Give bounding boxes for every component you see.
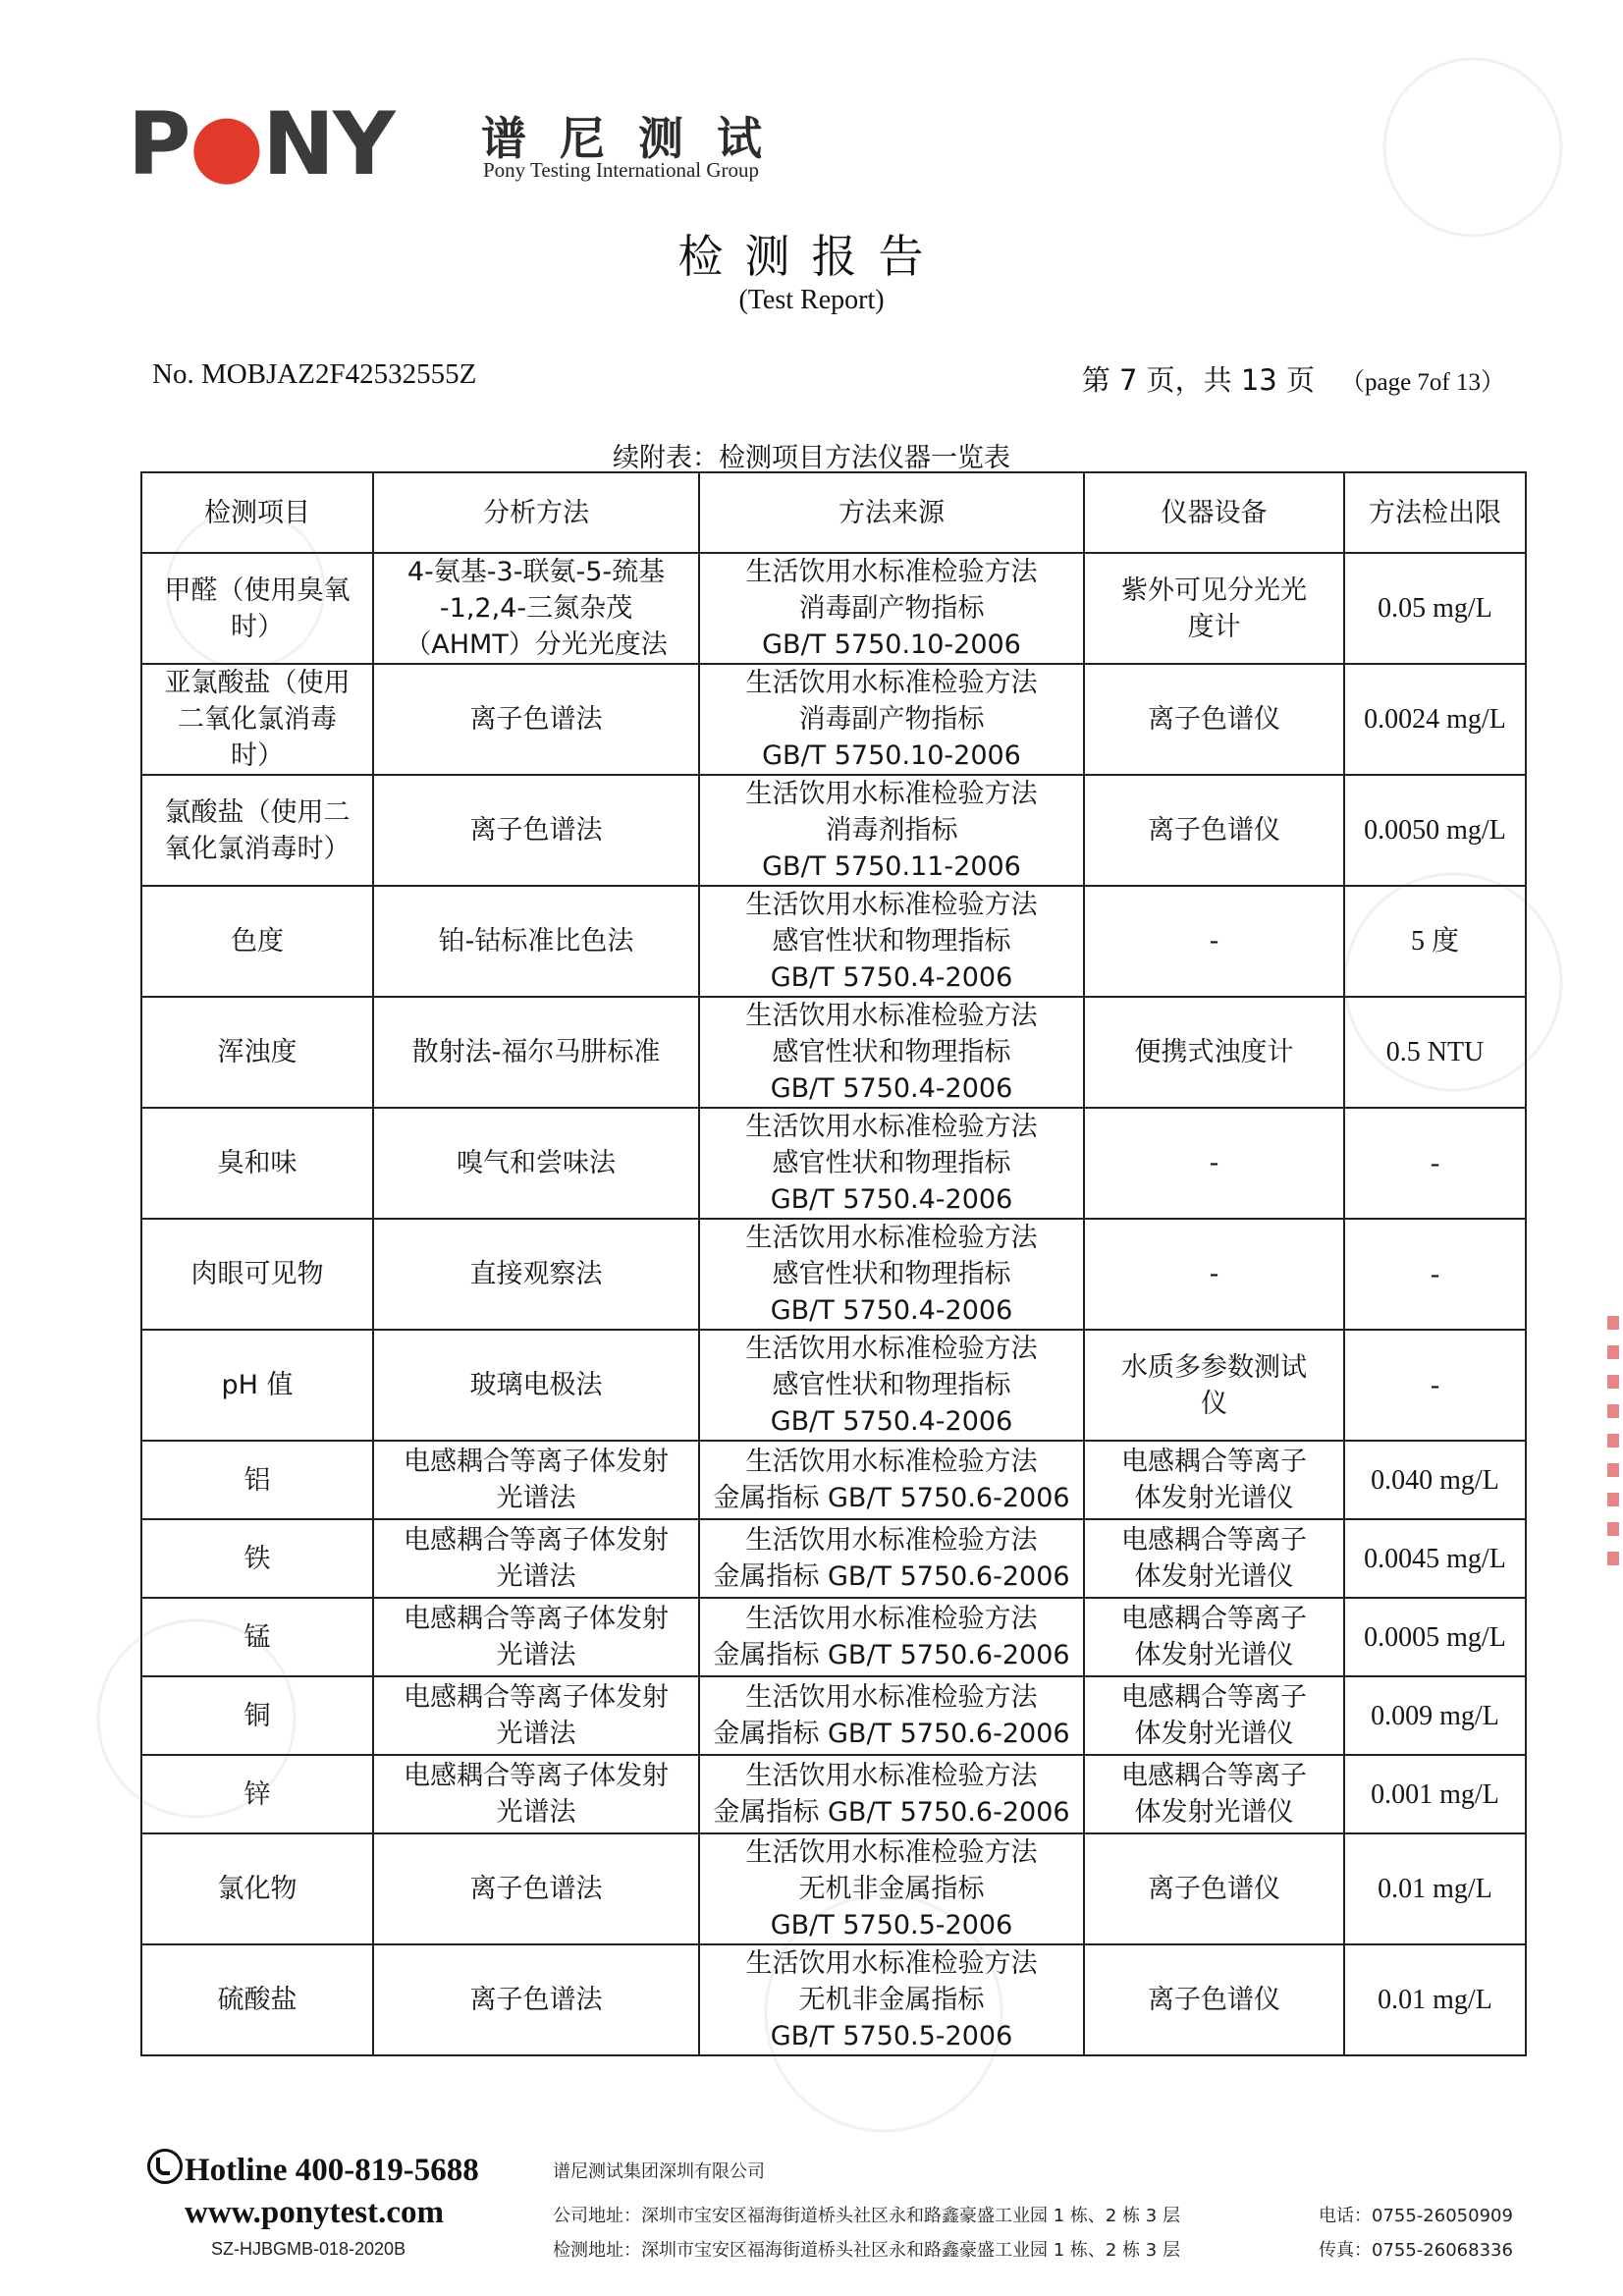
cell-source-line: 金属指标 GB/T 5750.6-2006 [713, 1561, 1070, 1592]
cell-item-line: 二氧化氯消毒 [178, 704, 337, 735]
cell-method-line: 离子色谱法 [469, 704, 603, 735]
cell-method [373, 1944, 699, 2055]
page-indicator-cn: 第 7 页，共 13 页 [1081, 363, 1315, 397]
cell-source [699, 997, 1084, 1108]
edge-seal-stamp [1607, 1316, 1619, 1571]
cell-source-line: 金属指标 GB/T 5750.6-2006 [713, 1797, 1070, 1828]
cell-instrument-line: 离子色谱仪 [1148, 1874, 1280, 1904]
cell-instrument [1084, 553, 1344, 664]
cell-method-line: 嗅气和尝味法 [457, 1148, 616, 1178]
cell-source-line: GB/T 5750.11-2006 [762, 851, 1021, 882]
cell-method-line: 光谱法 [496, 1797, 576, 1828]
cell-method-line: 散射法-福尔马肼标准 [411, 1037, 661, 1067]
cell-method-line: 电感耦合等离子体发射 [404, 1761, 669, 1791]
cell-source [699, 1598, 1084, 1676]
cell-limit: 0.040 mg/L [1344, 1441, 1526, 1519]
cell-instrument [1084, 1944, 1344, 2055]
cell-method-line: 直接观察法 [469, 1259, 603, 1289]
cell-method [373, 886, 699, 997]
cell-instrument-line: 体发射光谱仪 [1134, 1561, 1294, 1592]
cell-source-line: 消毒副产物指标 [798, 593, 985, 624]
cell-source-line: GB/T 5750.5-2006 [770, 2021, 1013, 2051]
cell-source-line: 消毒副产物指标 [798, 704, 985, 735]
cell-item-line: 浑浊度 [217, 1037, 298, 1067]
cell-method-line: -1,2,4-三氮杂茂 [439, 593, 633, 624]
cell-method-line: 铂-钴标准比色法 [438, 926, 634, 957]
cell-item [141, 664, 373, 775]
cell-source-line: 生活饮用水标准检验方法 [745, 668, 1038, 698]
cell-source-line: 生活饮用水标准检验方法 [745, 1001, 1038, 1031]
cell-limit: - [1344, 1108, 1526, 1219]
table-row [141, 1755, 1526, 1833]
cell-source [699, 1519, 1084, 1598]
cell-method [373, 1519, 699, 1598]
cell-instrument-line: 便携式浊度计 [1134, 1037, 1294, 1067]
cell-source-line: 消毒剂指标 [825, 815, 958, 846]
cell-item-line: 甲醛（使用臭氧 [164, 574, 351, 606]
cell-instrument [1084, 997, 1344, 1108]
cell-source-line: 生活饮用水标准检验方法 [745, 1334, 1038, 1364]
hotline [147, 2149, 479, 2189]
cell-source-line: 金属指标 GB/T 5750.6-2006 [713, 1483, 1070, 1513]
cell-method-line: 离子色谱法 [469, 1874, 603, 1904]
cell-source-line: 生活饮用水标准检验方法 [745, 1604, 1038, 1634]
cell-method [373, 1833, 699, 1944]
table-row [141, 1441, 1526, 1519]
cell-instrument [1084, 1755, 1344, 1833]
company-name: 谱尼测试集团深圳有限公司 [553, 2161, 765, 2182]
company-logo [128, 93, 815, 194]
cell-method-line: （AHMT）分光光度法 [405, 629, 668, 660]
cell-source-line: 无机非金属指标 [798, 1985, 985, 2015]
cell-method-line: 光谱法 [496, 1483, 576, 1513]
cell-source [699, 1219, 1084, 1330]
hotline-text: Hotline 400-819-5688 [185, 2153, 479, 2188]
cell-method-line: 玻璃电极法 [469, 1370, 603, 1400]
cell-source [699, 553, 1084, 664]
cell-source-line: 生活饮用水标准检验方法 [745, 557, 1038, 587]
table-row [141, 1519, 1526, 1598]
cell-item-line: 铜 [243, 1700, 271, 1731]
table-row [141, 1833, 1526, 1944]
cell-item-line: 氧化氯消毒时） [164, 833, 351, 864]
cell-method [373, 1598, 699, 1676]
cell-instrument-line: 电感耦合等离子 [1121, 1682, 1307, 1713]
header-limit: 方法检出限 [1344, 472, 1526, 553]
cell-instrument [1084, 1441, 1344, 1519]
cell-item [141, 1219, 373, 1330]
cell-limit: 5 度 [1344, 886, 1526, 997]
cell-method-line: 光谱法 [496, 1561, 576, 1592]
cell-item [141, 1944, 373, 2055]
cell-method-line: 电感耦合等离子体发射 [404, 1682, 669, 1713]
cell-instrument-line: 离子色谱仪 [1148, 815, 1280, 846]
telephone: 电话：0755-26050909 [1319, 2206, 1513, 2226]
cell-method [373, 1676, 699, 1755]
cell-source-line: GB/T 5750.4-2006 [770, 962, 1013, 993]
cell-instrument [1084, 1833, 1344, 1944]
header-source: 方法来源 [699, 472, 1084, 553]
table-row [141, 1108, 1526, 1219]
page-indicator-en: （page 7of 13） [1339, 369, 1505, 396]
cell-source-line: 生活饮用水标准检验方法 [745, 1223, 1038, 1253]
cell-limit: 0.009 mg/L [1344, 1676, 1526, 1755]
cell-limit: 0.01 mg/L [1344, 1833, 1526, 1944]
cell-instrument [1084, 1108, 1344, 1219]
cell-item-line: 铁 [243, 1543, 271, 1574]
table-row [141, 1676, 1526, 1755]
cell-item-line: 时） [231, 611, 284, 642]
table-row [141, 886, 1526, 997]
header-instrument: 仪器设备 [1084, 472, 1344, 553]
cell-limit: 0.01 mg/L [1344, 1944, 1526, 2055]
cell-instrument-line: 体发射光谱仪 [1134, 1483, 1294, 1513]
cell-item [141, 553, 373, 664]
table-row [141, 775, 1526, 886]
cell-instrument [1084, 664, 1344, 775]
phone-icon [147, 2149, 183, 2184]
cell-item [141, 1676, 373, 1755]
cell-item-line: pH 值 [221, 1370, 294, 1400]
cell-method-line: 电感耦合等离子体发射 [404, 1447, 669, 1477]
cell-method-line: 电感耦合等离子体发射 [404, 1604, 669, 1634]
cell-instrument [1084, 1219, 1344, 1330]
cell-item [141, 886, 373, 997]
cell-instrument [1084, 1519, 1344, 1598]
cell-limit: 0.0050 mg/L [1344, 775, 1526, 886]
cell-method [373, 997, 699, 1108]
cell-item-line: 氯酸盐（使用二 [164, 796, 351, 828]
cell-source-line: 生活饮用水标准检验方法 [745, 890, 1038, 920]
cell-instrument-line: 电感耦合等离子 [1121, 1604, 1307, 1634]
cell-instrument [1084, 1330, 1344, 1441]
cell-item-line: 硫酸盐 [217, 1985, 298, 2015]
cell-source-line: GB/T 5750.10-2006 [762, 629, 1021, 660]
cell-limit: 0.0045 mg/L [1344, 1519, 1526, 1598]
cell-method [373, 1330, 699, 1441]
page-indicator [1082, 358, 1505, 399]
cell-method-line: 光谱法 [496, 1640, 576, 1670]
cell-item [141, 1441, 373, 1519]
cell-instrument-line: 水质多参数测试 [1121, 1351, 1307, 1383]
cell-instrument-line: 度计 [1187, 611, 1241, 642]
cell-source-line: 感官性状和物理指标 [772, 1370, 1011, 1400]
cell-instrument-line: 紫外可见分光光 [1121, 574, 1307, 606]
cell-instrument-line: 仪 [1201, 1388, 1227, 1419]
table-row [141, 553, 1526, 664]
cell-instrument-line: 电感耦合等离子 [1121, 1525, 1307, 1556]
cell-instrument-line: 体发射光谱仪 [1134, 1719, 1294, 1749]
cell-method [373, 1755, 699, 1833]
report-title: 检测报告 [677, 230, 946, 283]
cell-instrument-line: 电感耦合等离子 [1121, 1761, 1307, 1791]
methods-table [140, 471, 1527, 2056]
cell-item [141, 1330, 373, 1441]
cell-source [699, 1676, 1084, 1755]
cell-instrument-line: - [1209, 1259, 1219, 1289]
cell-method-line: 4-氨基-3-联氨-5-巯基 [406, 557, 666, 587]
table-row [141, 1330, 1526, 1441]
test-address: 检测地址：深圳市宝安区福海街道桥头社区永和路鑫豪盛工业园 1 栋、2 栋 3 层 [553, 2240, 1180, 2261]
cell-source-line: 金属指标 GB/T 5750.6-2006 [713, 1719, 1070, 1749]
cell-instrument [1084, 1676, 1344, 1755]
cell-item [141, 775, 373, 886]
cell-source-line: 生活饮用水标准检验方法 [745, 1525, 1038, 1556]
report-title-english: (Test Report) [738, 285, 885, 315]
cell-instrument-line: - [1209, 1148, 1219, 1178]
cell-method [373, 775, 699, 886]
website: www.ponytest.com [185, 2195, 444, 2230]
cell-item-line: 肉眼可见物 [190, 1259, 324, 1289]
cell-source-line: 感官性状和物理指标 [772, 1037, 1011, 1067]
cell-instrument-line: 电感耦合等离子 [1121, 1447, 1307, 1477]
cell-method [373, 553, 699, 664]
cell-item [141, 1519, 373, 1598]
cell-source-line: 感官性状和物理指标 [772, 1148, 1011, 1178]
logo-chinese-name: 谱尼测试 [481, 112, 795, 165]
cell-item [141, 1598, 373, 1676]
cell-item [141, 1833, 373, 1944]
cell-source [699, 664, 1084, 775]
cell-limit: - [1344, 1219, 1526, 1330]
cell-source-line: 生活饮用水标准检验方法 [745, 1447, 1038, 1477]
fax: 传真：0755-26068336 [1319, 2240, 1513, 2261]
cell-item-line: 锰 [243, 1621, 271, 1653]
cell-source-line: 金属指标 GB/T 5750.6-2006 [713, 1640, 1070, 1670]
cell-source [699, 886, 1084, 997]
cell-limit: 0.0024 mg/L [1344, 664, 1526, 775]
table-row [141, 997, 1526, 1108]
cell-source-line: 生活饮用水标准检验方法 [745, 1761, 1038, 1791]
cell-item-line: 锌 [243, 1778, 271, 1810]
cell-instrument-line: 离子色谱仪 [1148, 1985, 1280, 2015]
cell-instrument [1084, 775, 1344, 886]
cell-source-line: 感官性状和物理指标 [772, 1259, 1011, 1289]
cell-source [699, 1944, 1084, 2055]
cell-item [141, 1108, 373, 1219]
cell-method-line: 离子色谱法 [469, 815, 603, 846]
cell-source [699, 1330, 1084, 1441]
cell-source-line: 生活饮用水标准检验方法 [745, 1112, 1038, 1142]
cell-instrument [1084, 886, 1344, 997]
cell-item-line: 色度 [231, 926, 284, 957]
cell-instrument-line: 离子色谱仪 [1148, 704, 1280, 735]
cell-method [373, 1108, 699, 1219]
cell-source [699, 775, 1084, 886]
cell-source-line: 生活饮用水标准检验方法 [745, 1837, 1038, 1868]
header-item: 检测项目 [141, 472, 373, 553]
cell-source-line: GB/T 5750.4-2006 [770, 1295, 1013, 1326]
table-header-row [141, 472, 1526, 553]
cell-method [373, 1441, 699, 1519]
cell-instrument-line: - [1209, 926, 1219, 957]
cell-limit: 0.0005 mg/L [1344, 1598, 1526, 1676]
cell-item [141, 1755, 373, 1833]
cell-source-line: GB/T 5750.4-2006 [770, 1184, 1013, 1215]
cell-item [141, 997, 373, 1108]
cell-source [699, 1108, 1084, 1219]
cell-source-line: 无机非金属指标 [798, 1874, 985, 1904]
cell-source-line: 生活饮用水标准检验方法 [745, 779, 1038, 809]
cell-source-line: GB/T 5750.10-2006 [762, 740, 1021, 771]
cell-instrument-line: 体发射光谱仪 [1134, 1640, 1294, 1670]
logo-wordmark: P●NY [128, 93, 394, 194]
cell-method-line: 离子色谱法 [469, 1985, 603, 2015]
table-body [141, 553, 1526, 2055]
cell-method [373, 664, 699, 775]
cell-source [699, 1755, 1084, 1833]
table-row [141, 1219, 1526, 1330]
cell-source-line: 感官性状和物理指标 [772, 926, 1011, 957]
report-number: No. MOBJAZ2F42532555Z [152, 358, 477, 390]
cell-instrument-line: 体发射光谱仪 [1134, 1797, 1294, 1828]
cell-item-line: 臭和味 [217, 1148, 298, 1178]
table-row [141, 1944, 1526, 2055]
cell-limit: 0.5 NTU [1344, 997, 1526, 1108]
document-code: SZ-HJBGMB-018-2020B [211, 2239, 406, 2259]
table-caption: 续附表：检测项目方法仪器一览表 [613, 443, 1010, 473]
cell-source-line: GB/T 5750.5-2006 [770, 1910, 1013, 1941]
table-row [141, 664, 1526, 775]
cell-item-line: 氯化物 [217, 1874, 298, 1904]
cell-item-line: 铝 [243, 1464, 271, 1496]
cell-source-line: 生活饮用水标准检验方法 [745, 1948, 1038, 1979]
cell-item-line: 时） [231, 740, 284, 771]
cell-item-line: 亚氯酸盐（使用 [164, 668, 351, 698]
cell-method [373, 1219, 699, 1330]
company-address: 公司地址：深圳市宝安区福海街道桥头社区永和路鑫豪盛工业园 1 栋、2 栋 3 层 [553, 2206, 1180, 2226]
cell-method-line: 电感耦合等离子体发射 [404, 1525, 669, 1556]
cell-limit: 0.001 mg/L [1344, 1755, 1526, 1833]
cell-limit: - [1344, 1330, 1526, 1441]
table-row [141, 1598, 1526, 1676]
cell-method-line: 光谱法 [496, 1719, 576, 1749]
cell-source-line: 生活饮用水标准检验方法 [745, 1682, 1038, 1713]
cell-source-line: GB/T 5750.4-2006 [770, 1073, 1013, 1104]
header-method: 分析方法 [373, 472, 699, 553]
cell-limit: 0.05 mg/L [1344, 553, 1526, 664]
cell-source [699, 1833, 1084, 1944]
cell-source [699, 1441, 1084, 1519]
cell-instrument [1084, 1598, 1344, 1676]
cell-source-line: GB/T 5750.4-2006 [770, 1406, 1013, 1437]
logo-subtitle: Pony Testing International Group [483, 158, 760, 182]
